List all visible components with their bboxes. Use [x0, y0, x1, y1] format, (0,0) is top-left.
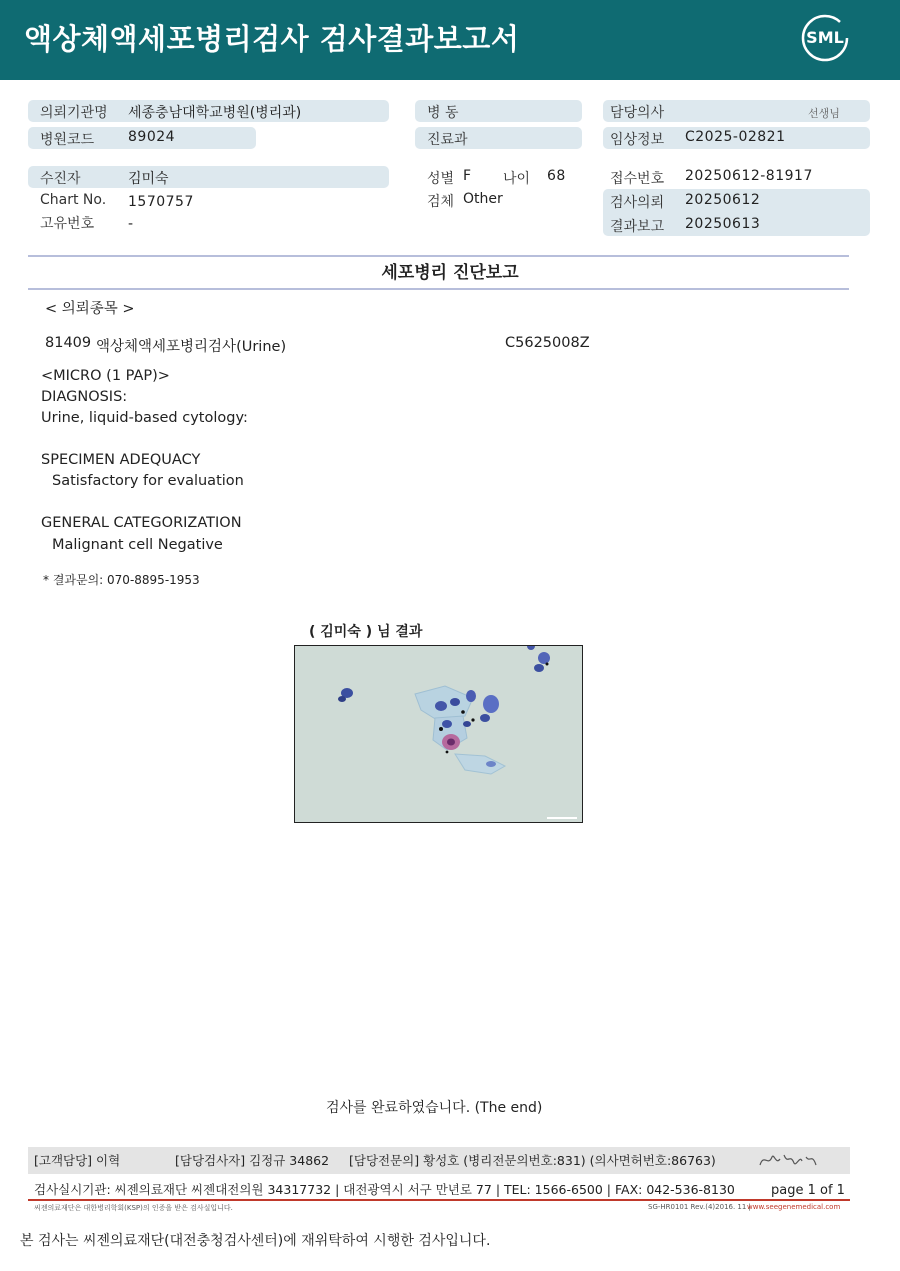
- item-name: 액상체액세포병리검사(Urine): [96, 339, 287, 355]
- patient-label: 수진자: [40, 171, 81, 187]
- request-item-header: < 의뢰종목 >: [45, 301, 135, 317]
- sex-label: 성별: [427, 171, 455, 187]
- signature-image: [758, 1149, 818, 1171]
- report-date-label: 결과보고: [610, 219, 665, 235]
- unique-value: -: [128, 216, 134, 232]
- patient-value: 김미숙: [128, 171, 169, 187]
- form-code: SG-HR0101 Rev.(4)2016. 11 |: [648, 1203, 751, 1211]
- adequacy-value: Satisfactory for evaluation: [52, 473, 244, 489]
- page-number: page 1 of 1: [771, 1183, 845, 1198]
- diagnosis-heading: DIAGNOSIS:: [41, 389, 128, 405]
- item-code: 81409: [45, 335, 92, 351]
- chart-value: 1570757: [128, 194, 194, 210]
- categorization-heading: GENERAL CATEGORIZATION: [41, 515, 242, 531]
- dept-label: 진료과: [427, 132, 468, 148]
- footer-red-line: [28, 1199, 850, 1201]
- age-value: 68: [547, 168, 566, 184]
- request-label: 검사의뢰: [610, 195, 665, 211]
- institution-label: 의뢰기관명: [40, 105, 108, 121]
- clinical-label: 임상정보: [610, 132, 665, 148]
- lab-info-text: 검사실시기관: 씨젠의료재단 씨젠대전의원 34317732 | 대전광역시 서구 만년로 77 | TEL: 1566-6500 | FAX: 042-536-8130: [34, 1182, 735, 1197]
- categorization-value: Malignant cell Negative: [52, 537, 223, 553]
- age-label: 나이: [503, 171, 531, 187]
- website-link[interactable]: www.seegenemedical.com: [747, 1203, 841, 1211]
- patient-box: [28, 166, 389, 188]
- unique-label: 고유번호: [40, 216, 95, 232]
- section-title: 세포병리 진단보고: [381, 263, 519, 283]
- report-title: 액상체액세포병리검사 검사결과보고서: [24, 22, 520, 56]
- sml-logo: [800, 13, 850, 63]
- doctor-label: 담당의사: [610, 105, 665, 121]
- cytology-micrograph: [294, 645, 583, 823]
- item-id: C5625008Z: [505, 335, 590, 351]
- clinical-value: C2025-02821: [685, 129, 786, 145]
- institution-value: 세종충남대학교병원(병리과): [128, 105, 302, 121]
- adequacy-heading: SPECIMEN ADEQUACY: [41, 452, 201, 468]
- hospital-code-value: 89024: [128, 129, 176, 145]
- ward-label: 병 동: [427, 105, 459, 121]
- logo-text: SML: [806, 28, 844, 47]
- doctor-suffix: 선생님: [808, 107, 840, 120]
- section-rule-top: [28, 255, 849, 257]
- contact-text: [고객담당] 이혁: [34, 1153, 121, 1168]
- outsource-note: 본 검사는 씨젠의료재단(대전충청검사센터)에 재위탁하여 시행한 검사입니다.: [20, 1233, 491, 1249]
- inquiry-note: * 결과문의: 070-8895-1953: [43, 573, 200, 587]
- cell-cluster-image: [295, 646, 582, 822]
- chart-label: Chart No.: [40, 192, 107, 208]
- micro-line: <MICRO (1 PAP)>: [41, 368, 170, 384]
- specialist-text: [담당전문의] 황성호 (병리전문의번호:831) (의사면허번호:86763): [349, 1153, 716, 1168]
- technician-text: [담당검사자] 김정규 34862: [175, 1153, 330, 1168]
- receipt-value: 20250612-81917: [685, 168, 813, 184]
- specimen-label: 검체: [427, 194, 455, 210]
- certification-note: 씨젠의료재단은 대한병리학회(KSP)의 인증을 받은 검사실입니다.: [34, 1204, 233, 1212]
- end-text: 검사를 완료하였습니다. (The end): [326, 1100, 543, 1116]
- sex-value: F: [463, 168, 472, 184]
- diagnosis-line: Urine, liquid-based cytology:: [41, 410, 248, 426]
- image-caption: ( 김미숙 ) 님 결과: [309, 624, 423, 640]
- specimen-value: Other: [463, 191, 503, 207]
- hospital-code-label: 병원코드: [40, 132, 95, 148]
- section-rule-bottom: [28, 288, 849, 290]
- report-date-value: 20250613: [685, 216, 761, 232]
- signature-icon: [758, 1149, 818, 1171]
- receipt-label: 접수번호: [610, 171, 665, 187]
- request-value: 20250612: [685, 192, 761, 208]
